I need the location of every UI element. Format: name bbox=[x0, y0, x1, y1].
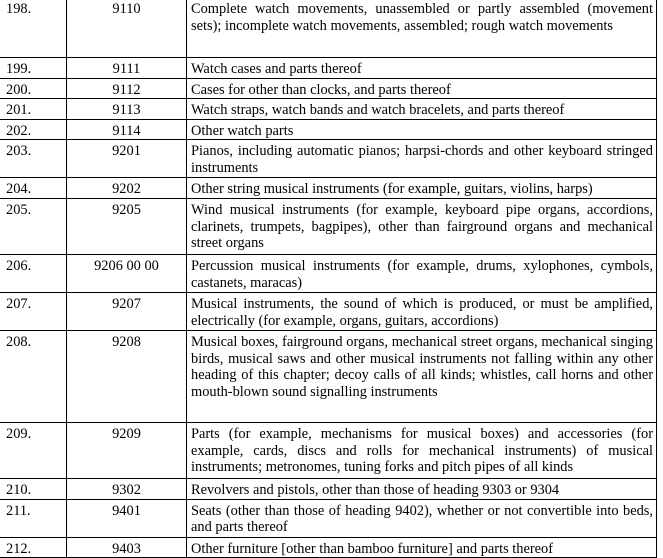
description-cell: Other watch parts bbox=[187, 119, 657, 140]
table-row bbox=[0, 292, 657, 330]
table-row bbox=[0, 78, 657, 99]
table-row bbox=[0, 537, 657, 558]
heading-code-cell: 9209 bbox=[67, 422, 187, 478]
heading-code-cell: 9403 bbox=[67, 537, 187, 558]
serial-number-cell: 210. bbox=[0, 478, 67, 499]
serial-number-cell: 202. bbox=[0, 119, 67, 140]
description-cell: Seats (other than those of heading 9402), whether or not convertible into beds, and parts thereof bbox=[187, 499, 657, 537]
serial-number-cell: 198. bbox=[0, 0, 67, 58]
heading-code-cell: 9207 bbox=[67, 292, 187, 330]
description-cell: Pianos, including automatic pianos; harpsi-chords and other keyboard stringed instruments bbox=[187, 140, 657, 178]
serial-number-cell: 206. bbox=[0, 254, 67, 292]
serial-number-cell: 211. bbox=[0, 499, 67, 537]
table-row bbox=[0, 140, 657, 178]
description-cell: Musical instruments, the sound of which is produced, or must be amplified, electrically (for example, organs, guitars, accordions) bbox=[187, 292, 657, 330]
heading-code-cell: 9112 bbox=[67, 78, 187, 99]
serial-number-cell: 201. bbox=[0, 99, 67, 120]
serial-number-cell: 209. bbox=[0, 422, 67, 478]
description-cell: Musical boxes, fairground organs, mechanical street organs, mechanical singing birds, musical saws and other musical instruments not falling within any other heading of this chapter; decoy calls of all kinds; whistles, call horns and other mouth-blown sound signalling instruments bbox=[187, 330, 657, 422]
description-cell: Percussion musical instruments (for example, drums, xylophones, cymbols, castanets, maracas) bbox=[187, 254, 657, 292]
description-cell: Other furniture [other than bamboo furniture] and parts thereof bbox=[187, 537, 657, 558]
description-cell: Watch cases and parts thereof bbox=[187, 58, 657, 79]
description-cell: Complete watch movements, unassembled or partly assembled (movement sets); incomplete watch movements, assembled; rough watch movements bbox=[187, 0, 657, 58]
serial-number-cell: 207. bbox=[0, 292, 67, 330]
table-row bbox=[0, 58, 657, 79]
serial-number-cell: 200. bbox=[0, 78, 67, 99]
table-row bbox=[0, 0, 657, 58]
table-row bbox=[0, 198, 657, 254]
table-row bbox=[0, 330, 657, 422]
heading-code-cell: 9113 bbox=[67, 99, 187, 120]
heading-code-cell: 9205 bbox=[67, 198, 187, 254]
table-row bbox=[0, 422, 657, 478]
serial-number-cell: 208. bbox=[0, 330, 67, 422]
serial-number-cell: 199. bbox=[0, 58, 67, 79]
heading-code-cell: 9208 bbox=[67, 330, 187, 422]
description-cell: Watch straps, watch bands and watch bracelets, and parts thereof bbox=[187, 99, 657, 120]
heading-code-cell: 9202 bbox=[67, 178, 187, 199]
heading-code-cell: 9111 bbox=[67, 58, 187, 79]
description-cell: Other string musical instruments (for example, guitars, violins, harps) bbox=[187, 178, 657, 199]
heading-code-cell: 9114 bbox=[67, 119, 187, 140]
heading-code-cell: 9201 bbox=[67, 140, 187, 178]
table-row bbox=[0, 99, 657, 120]
table-row bbox=[0, 254, 657, 292]
description-cell: Parts (for example, mechanisms for musical boxes) and accessories (for example, cards, discs and rolls for mechanical instruments) of musical instruments; metronomes, tuning forks and pitch pipes of all kinds bbox=[187, 422, 657, 478]
serial-number-cell: 203. bbox=[0, 140, 67, 178]
heading-code-cell: 9302 bbox=[67, 478, 187, 499]
table-row bbox=[0, 119, 657, 140]
heading-code-cell: 9110 bbox=[67, 0, 187, 58]
table-row bbox=[0, 178, 657, 199]
serial-number-cell: 204. bbox=[0, 178, 67, 199]
heading-code-cell: 9401 bbox=[67, 499, 187, 537]
description-cell: Wind musical instruments (for example, keyboard pipe organs, accordions, clarinets, trumpets, bagpipes), other than fairground organs and mechanical street organs bbox=[187, 198, 657, 254]
description-cell: Revolvers and pistols, other than those of heading 9303 or 9304 bbox=[187, 478, 657, 499]
heading-code-cell: 9206 00 00 bbox=[67, 254, 187, 292]
table-row bbox=[0, 478, 657, 499]
table-row bbox=[0, 499, 657, 537]
serial-number-cell: 212. bbox=[0, 537, 67, 558]
serial-number-cell: 205. bbox=[0, 198, 67, 254]
description-cell: Cases for other than clocks, and parts thereof bbox=[187, 78, 657, 99]
